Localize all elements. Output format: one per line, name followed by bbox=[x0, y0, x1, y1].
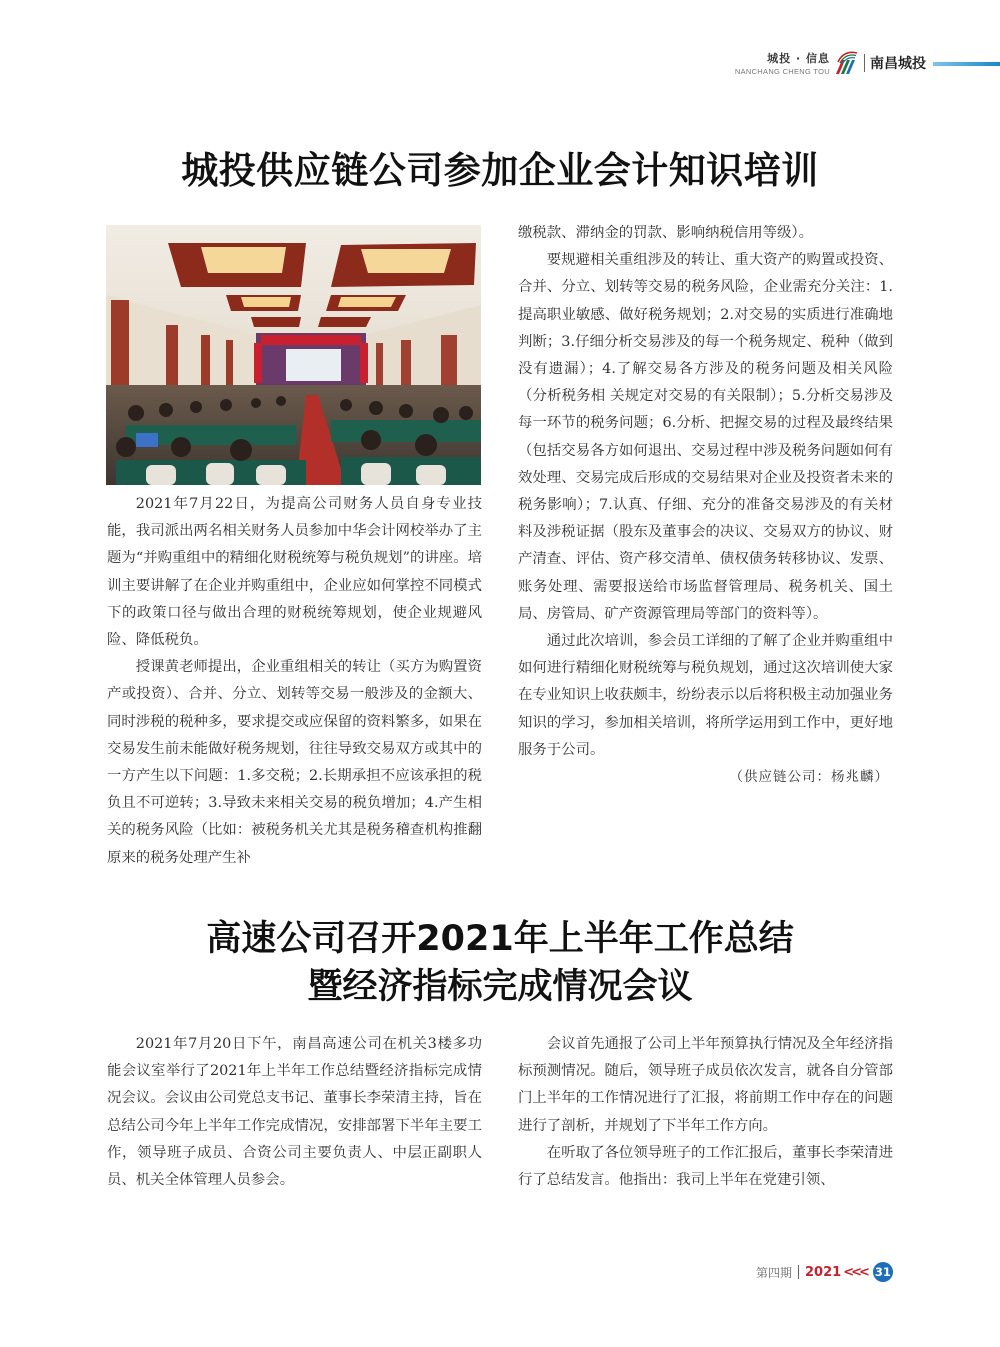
header-divider bbox=[864, 54, 865, 72]
column-name-en: NANCHANG CHENG TOU bbox=[734, 67, 830, 76]
page-number-badge: 31 bbox=[873, 1262, 893, 1282]
article1-paragraph: 通过此次培训，参会员工详细的了解了企业并购重组中如何进行精细化财税统筹与税负规划，通过这次培训使大家在专业知识上收获颇丰，纷纷表示以后将积极主动加强业务知识的学习，参加相关培训，将所学运用到工作中，更好地服务于公司。 bbox=[518, 633, 893, 758]
article2-paragraph: 在听取了各位领导班子的工作汇报后，董事长李荣清进行了总结发言。他指出：我司上半年在党建引领、 bbox=[518, 1144, 893, 1189]
issue-label: 第四期 bbox=[756, 1265, 793, 1280]
article1-paragraph: 2021年7月22日，为提高公司财务人员自身专业技能，我司派出两名相关财务人员参加中华会计网校举办了主题为“并购重组中的精细化财税统筹与税负规划”的讲座。培训主要讲解了在企业并购重组中，企业应如何掌控不同模式下的政策口径与做出合理的财税统筹规划，使企业规避风险、降低税负。 bbox=[107, 496, 482, 649]
article1-paragraph: 授课黄老师提出，企业重组相关的转让（买方为购置资产或投资）、合并、分立、划转等交易一般涉及的金额大、同时涉税的税种多，要求提交或应保留的资料繁多，如果在交易发生前未能做好税务规划，往往导致交易双方或其中的一方产生以下问题：1.多交税；2.长期承担不应该承担的税负且不可逆转；3.导致未来相关交易的税负增加；4.产生相关的税务风险（比如：被税务机关尤其是税务稽查机构推翻原来的税务处理产生补 bbox=[107, 659, 482, 866]
column-name-cn: 城投 · 信息 bbox=[767, 52, 830, 65]
article2-title-line1: 高速公司召开2021年上半年工作总结 bbox=[206, 919, 794, 959]
chevrons-left-icon: <<< bbox=[843, 1264, 867, 1280]
header-accent-bar bbox=[933, 62, 1000, 66]
page-header bbox=[730, 48, 1000, 82]
page-footer bbox=[756, 1262, 893, 1282]
article1-title: 城投供应链公司参加企业会计知识培训 bbox=[181, 149, 819, 192]
article2-column-left bbox=[107, 1031, 482, 1194]
article2-paragraph: 会议首先通报了公司上半年预算执行情况及全年经济指标预测情况。随后，领导班子成员依次发言，就各自分管部门上半年的工作情况进行了汇报，将前期工作中存在的问题进行了剖析，并规划了下半年工作方向。 bbox=[518, 1036, 893, 1134]
conference-photo-image bbox=[106, 225, 481, 485]
article1-column-left bbox=[107, 491, 482, 872]
column-label bbox=[735, 50, 830, 76]
nanchang-chengtou-logo-icon bbox=[832, 50, 858, 76]
year-label: 2021 bbox=[805, 1264, 842, 1280]
article1-photo bbox=[106, 225, 481, 485]
article2-title bbox=[0, 915, 1000, 1011]
article1-paragraph: 缴税款、滞纳金的罚款、影响纳税信用等级）。 bbox=[518, 225, 814, 241]
article2-column-right bbox=[518, 1031, 893, 1194]
article1-column-right bbox=[518, 220, 893, 791]
article1-paragraph: 要规避相关重组涉及的转让、重大资产的购置或投资、合并、分立、划转等交易的税务风险，企业需充分关注：1.提高职业敏感、做好税务规划；2.对交易的实质进行准确地判断；3.仔细分析交易涉及的每一个税务规定、税种（做到没有遗漏）；4.了解交易各方涉及的税务问题及相关风险（分析税务相 关规定对交易的有关限制）；5.分析交易涉及每一环节的税务问题；6.分析、把握交易的过程及最终结果（包括交易各方如何退出、交易过程中涉及税务问题如何有效处理、交易完成后形成的交易结果对企业及投资者未来的税务影响）；7.认真、仔细、充分的准备交易涉及的有关材料及涉税证据（股东及董事会的决议、交易双方的协议、财产清查、评估、资产移交清单、债权债务转移协议、发票、账务处理、需要报送给市场监督管理局、税务机关、国土局、房管局、矿产资源管理局等部门的资料等）。 bbox=[518, 252, 893, 622]
article2-paragraph: 2021年7月20日下午，南昌高速公司在机关3楼多功能会议室举行了2021年上半年工作总结暨经济指标完成情况会议。会议由公司党总支书记、董事长李荣清主持，旨在总结公司今年上半年工作完成情况，安排部署下半年主要工作，领导班子成员、合资公司主要负责人、中层正副职人员、机关全体管理人员参会。 bbox=[107, 1036, 482, 1189]
footer-divider bbox=[798, 1265, 799, 1279]
brand-name: 南昌城投 bbox=[870, 56, 926, 72]
article2-title-line2: 暨经济指标完成情况会议 bbox=[307, 967, 693, 1007]
article1-byline: （供应链公司：杨兆麟） bbox=[729, 769, 889, 786]
